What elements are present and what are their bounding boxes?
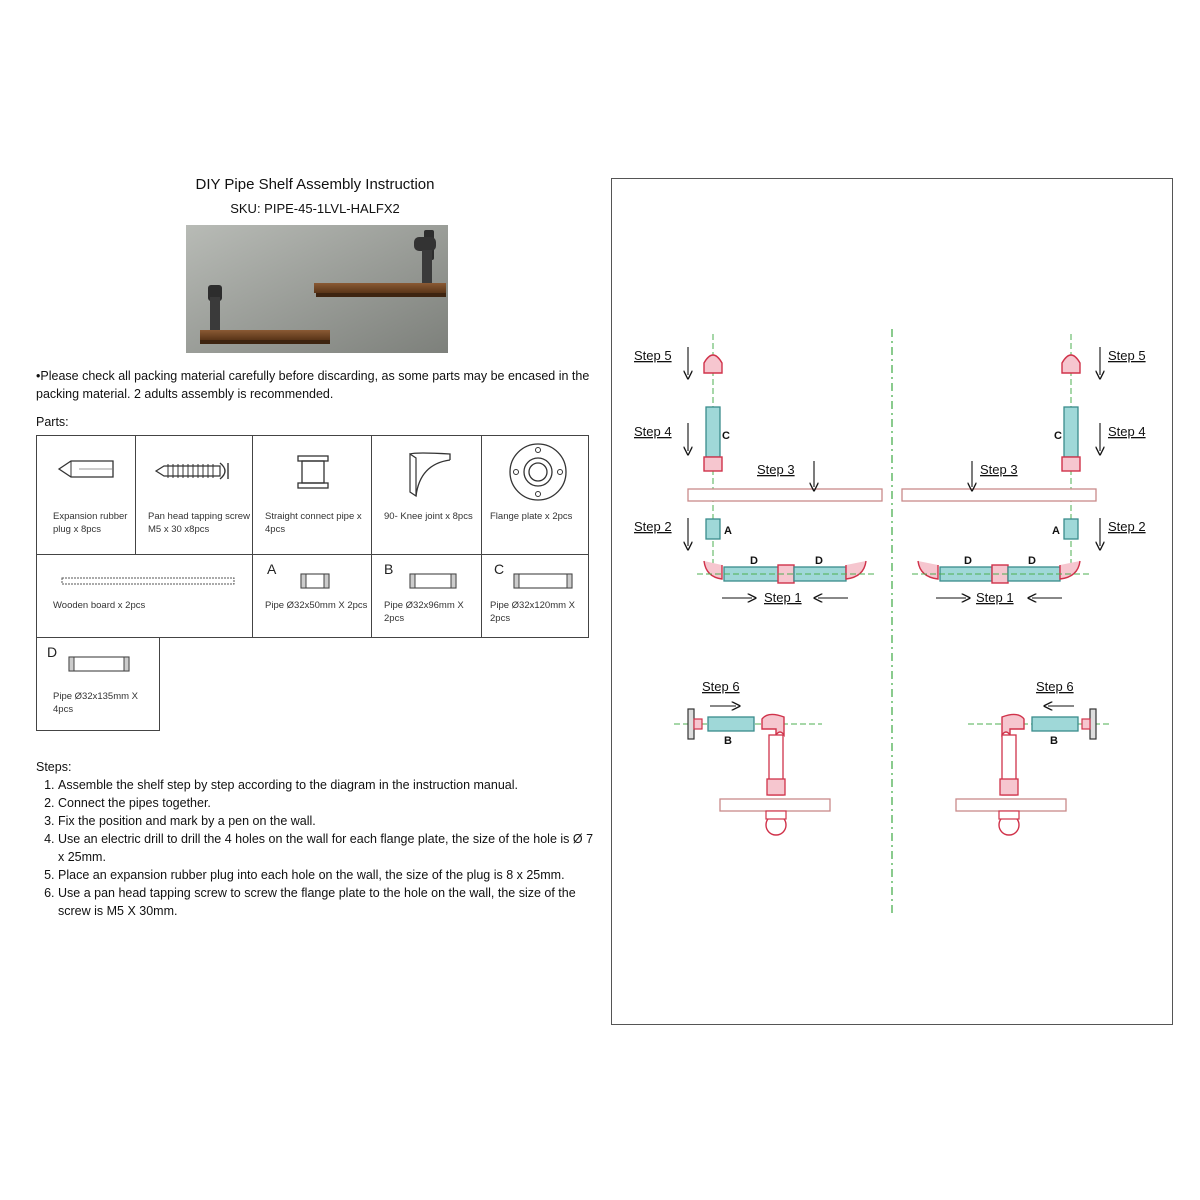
flange-plate-icon	[1090, 709, 1096, 739]
step-5-label: Step 5	[1108, 348, 1146, 363]
part-label: Pipe Ø32x120mm X 2pcs	[490, 600, 576, 624]
pipe-a-icon	[299, 571, 331, 591]
part-letter: C	[494, 561, 505, 577]
sku-label: SKU: PIPE-45-1LVL-HALFX2	[230, 201, 400, 216]
part-cell-flange-plate	[481, 435, 589, 555]
knee-joint-icon	[846, 561, 866, 579]
part-cell-screw	[135, 435, 253, 555]
step-4-label: Step 4	[634, 424, 672, 439]
part-cell-pipe-a	[252, 554, 372, 638]
pipe-letter: A	[1052, 525, 1060, 537]
part-cell-pipe-b	[371, 554, 482, 638]
wooden-board-icon	[720, 799, 830, 811]
right-step-6	[956, 679, 1110, 835]
step-3-label: Step 3	[757, 462, 795, 477]
pipe-a-icon	[1064, 519, 1078, 539]
pipe-c-icon	[512, 571, 574, 591]
straight-connector-icon	[704, 457, 722, 471]
wooden-board-icon	[902, 489, 1096, 501]
pipe-a-icon	[706, 519, 720, 539]
step-item: 5. Place an expansion rubber plug into each hole on the wall, the size of the plug is 8 x 25mm.	[58, 866, 596, 884]
part-label: Expansion rubber plug x 8pcs	[53, 511, 128, 535]
knee-joint-icon	[1002, 714, 1024, 735]
left-step-6	[674, 679, 830, 835]
steps-list	[36, 776, 596, 920]
part-label: Wooden board x 2pcs	[53, 600, 146, 611]
part-cell-straight-connector	[252, 435, 372, 555]
part-label: Flange plate x 2pcs	[490, 511, 573, 522]
step-6-label: Step 6	[1036, 679, 1074, 694]
left-assembly	[688, 334, 882, 583]
knee-joint-icon	[406, 450, 454, 500]
part-label: Pipe Ø32x135mm X 4pcs	[53, 691, 139, 715]
part-label: Pan head tapping screw M5 x 30 x8pcs	[148, 511, 250, 535]
step-item: 6. Use a pan head tapping screw to screw the flange plate to the hole on the wall, the size of the screw is M5 X 30mm.	[58, 884, 596, 920]
part-label: Pipe Ø32x50mm X 2pcs	[265, 600, 368, 611]
part-label: Straight connect pipe x 4pcs	[265, 511, 362, 535]
pipe-c-icon	[1064, 407, 1078, 457]
wooden-board-icon	[956, 799, 1066, 811]
pipe-letter: C	[1054, 430, 1062, 442]
step-item: 3. Fix the position and mark by a pen on the wall.	[58, 812, 596, 830]
flange-cap-icon	[704, 355, 722, 373]
wooden-board-icon	[688, 489, 882, 501]
step-1-label: Step 1	[976, 590, 1014, 605]
flange-plate-icon	[508, 442, 568, 502]
parts-heading: Parts:	[36, 415, 69, 429]
part-cell-knee-joint	[371, 435, 482, 555]
straight-connector-icon	[1062, 457, 1080, 471]
part-cell-pipe-d	[36, 637, 160, 731]
part-cell-pipe-c	[481, 554, 589, 638]
assembly-diagram-frame	[611, 178, 1173, 1025]
part-letter: A	[267, 561, 277, 577]
pipe-letter: D	[1028, 555, 1036, 567]
product-photo	[186, 225, 448, 353]
step-item: 1. Assemble the shelf step by step according to the diagram in the instruction manual.	[58, 776, 596, 794]
rubber-plug-icon	[57, 458, 117, 480]
pipe-letter: B	[724, 735, 732, 747]
flange-cap-icon	[1062, 355, 1080, 373]
right-step-labels	[936, 347, 1146, 605]
left-step-labels	[634, 347, 848, 605]
document-title: DIY Pipe Shelf Assembly Instruction	[195, 176, 435, 193]
knee-joint-icon	[918, 561, 938, 579]
flange-plate-icon	[688, 709, 694, 739]
step-4-label: Step 4	[1108, 424, 1146, 439]
step-5-label: Step 5	[634, 348, 672, 363]
step-3-label: Step 3	[980, 462, 1018, 477]
knee-joint-icon	[762, 714, 784, 735]
pipe-letter: C	[722, 430, 730, 442]
pipe-b-icon	[708, 717, 754, 731]
pipe-c-icon	[706, 407, 720, 457]
pipe-b-icon	[1032, 717, 1078, 731]
step-2-label: Step 2	[1108, 519, 1146, 534]
pipe-b-icon	[408, 571, 458, 591]
part-label: 90- Knee joint x 8pcs	[384, 511, 473, 522]
parts-table	[36, 435, 589, 638]
step-2-label: Step 2	[634, 519, 672, 534]
assembly-diagram	[612, 179, 1171, 1023]
step-item: 4. Use an electric drill to drill the 4 holes on the wall for each flange plate, the size of the hole is Ø 7 x 25mm.	[58, 830, 596, 866]
steps-section	[36, 758, 596, 920]
knee-joint-icon	[1060, 561, 1080, 579]
right-assembly	[902, 334, 1096, 583]
pipe-letter: D	[750, 555, 758, 567]
part-letter: D	[47, 644, 58, 660]
screw-icon	[154, 460, 234, 482]
part-label: Pipe Ø32x96mm X 2pcs	[384, 600, 464, 624]
pipe-letter: B	[1050, 735, 1058, 747]
part-cell-wooden-board	[36, 554, 253, 638]
packing-note: •Please check all packing material carefully before discarding, as some parts may be encased in the packing material. 2 adults assembly is recommended.	[36, 369, 590, 401]
pipe-d-icon	[67, 654, 131, 674]
straight-connector-icon	[295, 454, 331, 490]
pipe-letter: D	[815, 555, 823, 567]
steps-heading: Steps:	[36, 760, 72, 774]
knee-joint-icon	[704, 561, 722, 579]
wooden-board-icon	[61, 577, 235, 585]
part-letter: B	[384, 561, 394, 577]
step-item: 2. Connect the pipes together.	[58, 794, 596, 812]
pipe-letter: A	[724, 525, 732, 537]
step-6-label: Step 6	[702, 679, 740, 694]
part-cell-rubber-plug	[36, 435, 136, 555]
pipe-letter: D	[964, 555, 972, 567]
step-1-label: Step 1	[764, 590, 802, 605]
